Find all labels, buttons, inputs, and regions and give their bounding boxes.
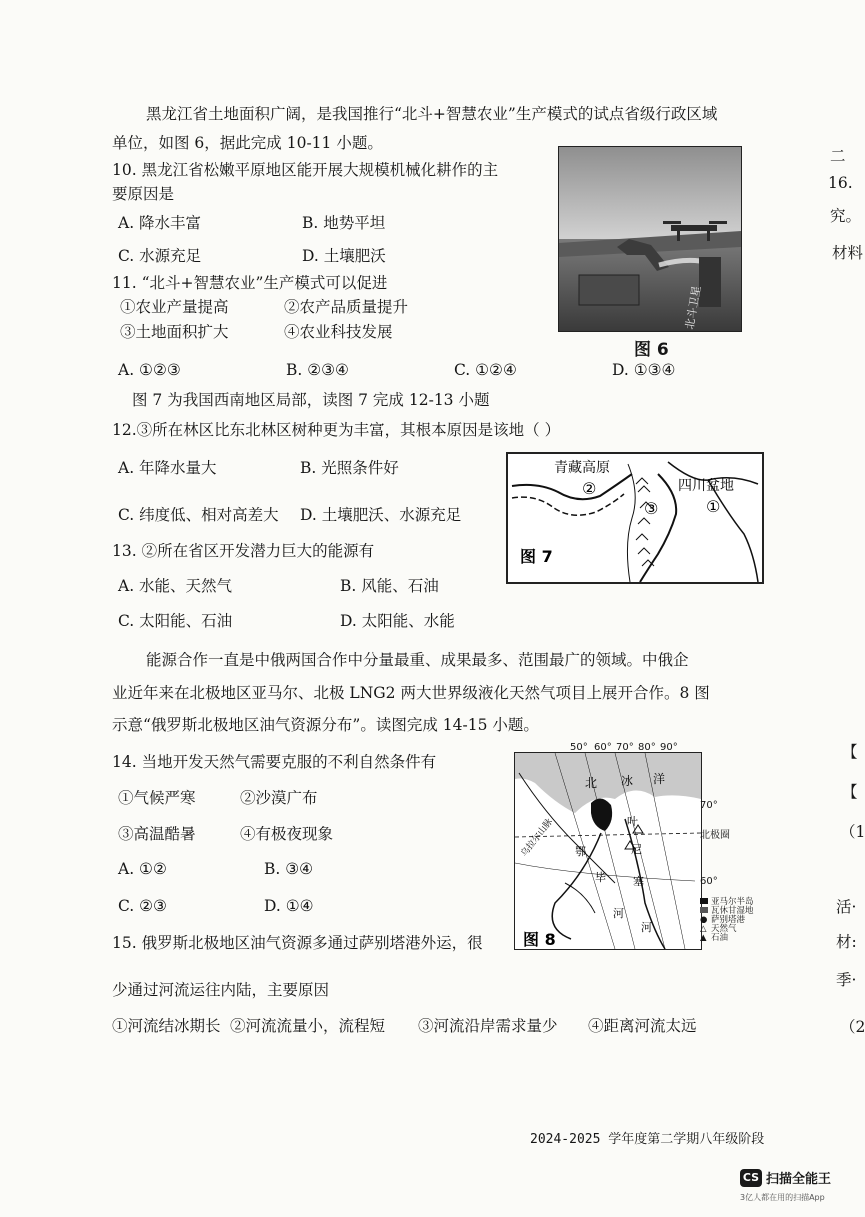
q10-stem-1: 10. 黑龙江省松嫩平原地区能开展大规模机械化耕作的主 <box>112 161 499 179</box>
q11-stem: 11. “北斗+智慧农业”生产模式可以促进 <box>112 274 388 292</box>
q14-stem: 14. 当地开发天然气需要克服的不利自然条件有 <box>112 753 437 771</box>
margin-text-10: 季· <box>836 971 857 989</box>
q14-option-a: A. ①② <box>118 860 167 878</box>
q12-option-d: D. 土壤肥沃、水源充足 <box>300 506 462 524</box>
q14-item-3: ③高温酷暑 <box>118 825 196 843</box>
q13-option-c: C. 太阳能、石油 <box>118 612 233 630</box>
ural-mountains-label: 乌拉尔山脉 <box>519 817 556 859</box>
q11-option-b: B. ②③④ <box>286 361 349 379</box>
q10-option-b: B. 地势平坦 <box>302 214 386 232</box>
intro-line-1: 黑龙江省土地面积广阔，是我国推行“北斗+智慧农业”生产模式的试点省级行政区域 <box>146 105 718 123</box>
q12-option-b: B. 光照条件好 <box>300 459 399 477</box>
scanner-logo-icon: CS <box>740 1169 762 1187</box>
q14-item-1: ①气候严寒 <box>118 789 196 807</box>
lon-label-90: 90° <box>660 742 678 753</box>
legend-gas-label: 天然气 <box>711 924 737 934</box>
q11-option-c: C. ①②④ <box>454 361 517 379</box>
q12-option-c: C. 纬度低、相对高差大 <box>118 506 279 524</box>
figure-7-map <box>506 452 764 584</box>
intro3-line-1: 能源合作一直是中俄两国合作中分量最重、成果最多、范围最广的领域。中俄企 <box>146 651 689 669</box>
q11-item-2: ②农产品质量提升 <box>284 298 409 316</box>
marker-3: ③ <box>644 499 659 518</box>
q15-item-4: ④距离河流太远 <box>588 1017 697 1035</box>
legend-port: ● 萨别塔港 <box>700 915 746 925</box>
southwest-china-map <box>508 454 762 582</box>
farm-drone-photo <box>559 147 741 331</box>
q11-option-d: D. ①③④ <box>612 361 676 379</box>
margin-text-7: （1 <box>840 823 865 841</box>
q14-item-2: ②沙漠广布 <box>240 789 318 807</box>
legend-oil-label: 石油 <box>711 933 729 943</box>
lat-label-60: 60° <box>700 876 718 887</box>
q11-item-1: ①农业产量提高 <box>120 298 229 316</box>
intro-line-2: 单位，如图 6，据此完成 10-11 小题。 <box>112 134 383 152</box>
q15-stem-1: 15. 俄罗斯北极地区油气资源多通过萨别塔港外运，很 <box>112 934 483 952</box>
river-char-6: 河 <box>613 907 624 920</box>
river-char-1: 鄂 <box>575 845 586 858</box>
q13-option-d: D. 太阳能、水能 <box>340 612 455 630</box>
legend-swatch-black <box>700 898 708 904</box>
q10-option-d: D. 土壤肥沃 <box>302 247 386 265</box>
q13-stem: 13. ②所在省区开发潜力巨大的能源有 <box>112 542 375 560</box>
q10-stem-2: 要原因是 <box>112 185 175 203</box>
margin-text-8: 活· <box>836 898 857 916</box>
q10-option-c: C. 水源充足 <box>118 247 202 265</box>
lat-label-70: 70° <box>700 800 718 811</box>
margin-text-9: 材: <box>836 933 857 951</box>
river-char-4: 尼 <box>631 843 642 856</box>
margin-text-3: 究。 <box>830 207 862 225</box>
figure-6-caption: 图 6 <box>634 340 669 360</box>
watermark-brand: 扫描全能王 <box>766 1172 832 1187</box>
figure-8-legend <box>700 898 770 943</box>
q11-item-3: ③土地面积扩大 <box>120 323 229 341</box>
q13-option-b: B. 风能、石油 <box>340 577 439 595</box>
q11-item-4: ④农业科技发展 <box>284 323 393 341</box>
figure-7-caption: 图 7 <box>520 547 553 566</box>
river-char-3: 叶 <box>627 815 638 828</box>
watermark-subtitle: 3亿人都在用的扫描App <box>740 1193 825 1202</box>
arctic-circle-label: 北极圈 <box>700 830 730 841</box>
page-footer: 2024-2025 学年度第二学期八年级阶段 <box>530 1132 765 1147</box>
q15-stem-2: 少通过河流运往内陆，主要原因 <box>112 981 330 999</box>
sea-char-2: 冰 <box>621 774 634 788</box>
label-qingzang: 青藏高原 <box>554 460 610 476</box>
marker-2: ② <box>582 479 597 498</box>
intro3-line-2: 业近年来在北极地区亚马尔、北极 LNG2 两大世界级液化天然气项目上展开合作。8 图 <box>112 684 710 702</box>
q14-option-c: C. ②③ <box>118 897 167 915</box>
figure-8-map <box>514 752 702 950</box>
river-char-7: 河 <box>641 921 652 934</box>
legend-swatch-gray <box>700 907 708 913</box>
intro3-line-3: 示意“俄罗斯北极地区油气资源分布”。读图完成 14-15 小题。 <box>112 716 539 734</box>
photo-sign: 北斗卫星 <box>682 284 704 331</box>
watermark <box>740 1168 831 1187</box>
q15-item-3: ③河流沿岸需求量少 <box>418 1017 558 1035</box>
sea-char-1: 北 <box>585 776 598 790</box>
margin-text-6: 【 <box>842 783 858 801</box>
q14-option-b: B. ③④ <box>264 860 314 878</box>
figure-8-caption: 图 8 <box>523 930 556 949</box>
river-char-5: 塞 <box>633 875 644 888</box>
figure-6-photo <box>558 146 742 332</box>
filled-triangle-icon: ▲ <box>700 933 707 943</box>
lon-label-70: 70° <box>616 742 634 753</box>
lon-label-60: 60° <box>594 742 612 753</box>
triangle-icon: △ <box>700 924 707 934</box>
margin-text-11: （2 <box>840 1018 865 1036</box>
q13-option-a: A. 水能、天然气 <box>118 577 233 595</box>
q10-option-a: A. 降水丰富 <box>118 214 202 232</box>
q11-option-a: A. ①②③ <box>118 361 181 379</box>
legend-oil <box>700 934 770 943</box>
q12-stem: 12.③所在林区比东北林区树种更为丰富，其根本原因是该地（ ） <box>112 421 561 439</box>
q12-option-a: A. 年降水量大 <box>118 459 217 477</box>
margin-text-2: 16. <box>828 174 853 192</box>
marker-1: ① <box>706 497 721 516</box>
intro-fig7: 图 7 为我国西南地区局部，读图 7 完成 12-13 小题 <box>132 391 490 409</box>
q15-item-2: ②河流流量小，流程短 <box>230 1017 386 1035</box>
q14-item-4: ④有极夜现象 <box>240 825 334 843</box>
legend-yamal-label: 亚马尔半岛 <box>711 897 754 907</box>
q15-item-1: ①河流结冰期长 <box>112 1017 221 1035</box>
lon-label-50: 50° <box>570 742 588 753</box>
margin-text-4: 材料 <box>832 244 864 262</box>
lon-label-80: 80° <box>638 742 656 753</box>
legend-wetland-label: 瓦休甘湿地 <box>711 906 754 916</box>
label-sichuan: 四川盆地 <box>678 478 734 494</box>
q14-option-d: D. ①④ <box>264 897 314 915</box>
margin-text-5: 【 <box>842 743 858 761</box>
river-char-2: 毕 <box>595 871 606 884</box>
russia-arctic-map <box>515 753 701 949</box>
legend-port-label: 萨别塔港 <box>711 915 746 925</box>
margin-text-1: 二 <box>830 147 846 165</box>
sea-char-3: 洋 <box>653 772 666 786</box>
